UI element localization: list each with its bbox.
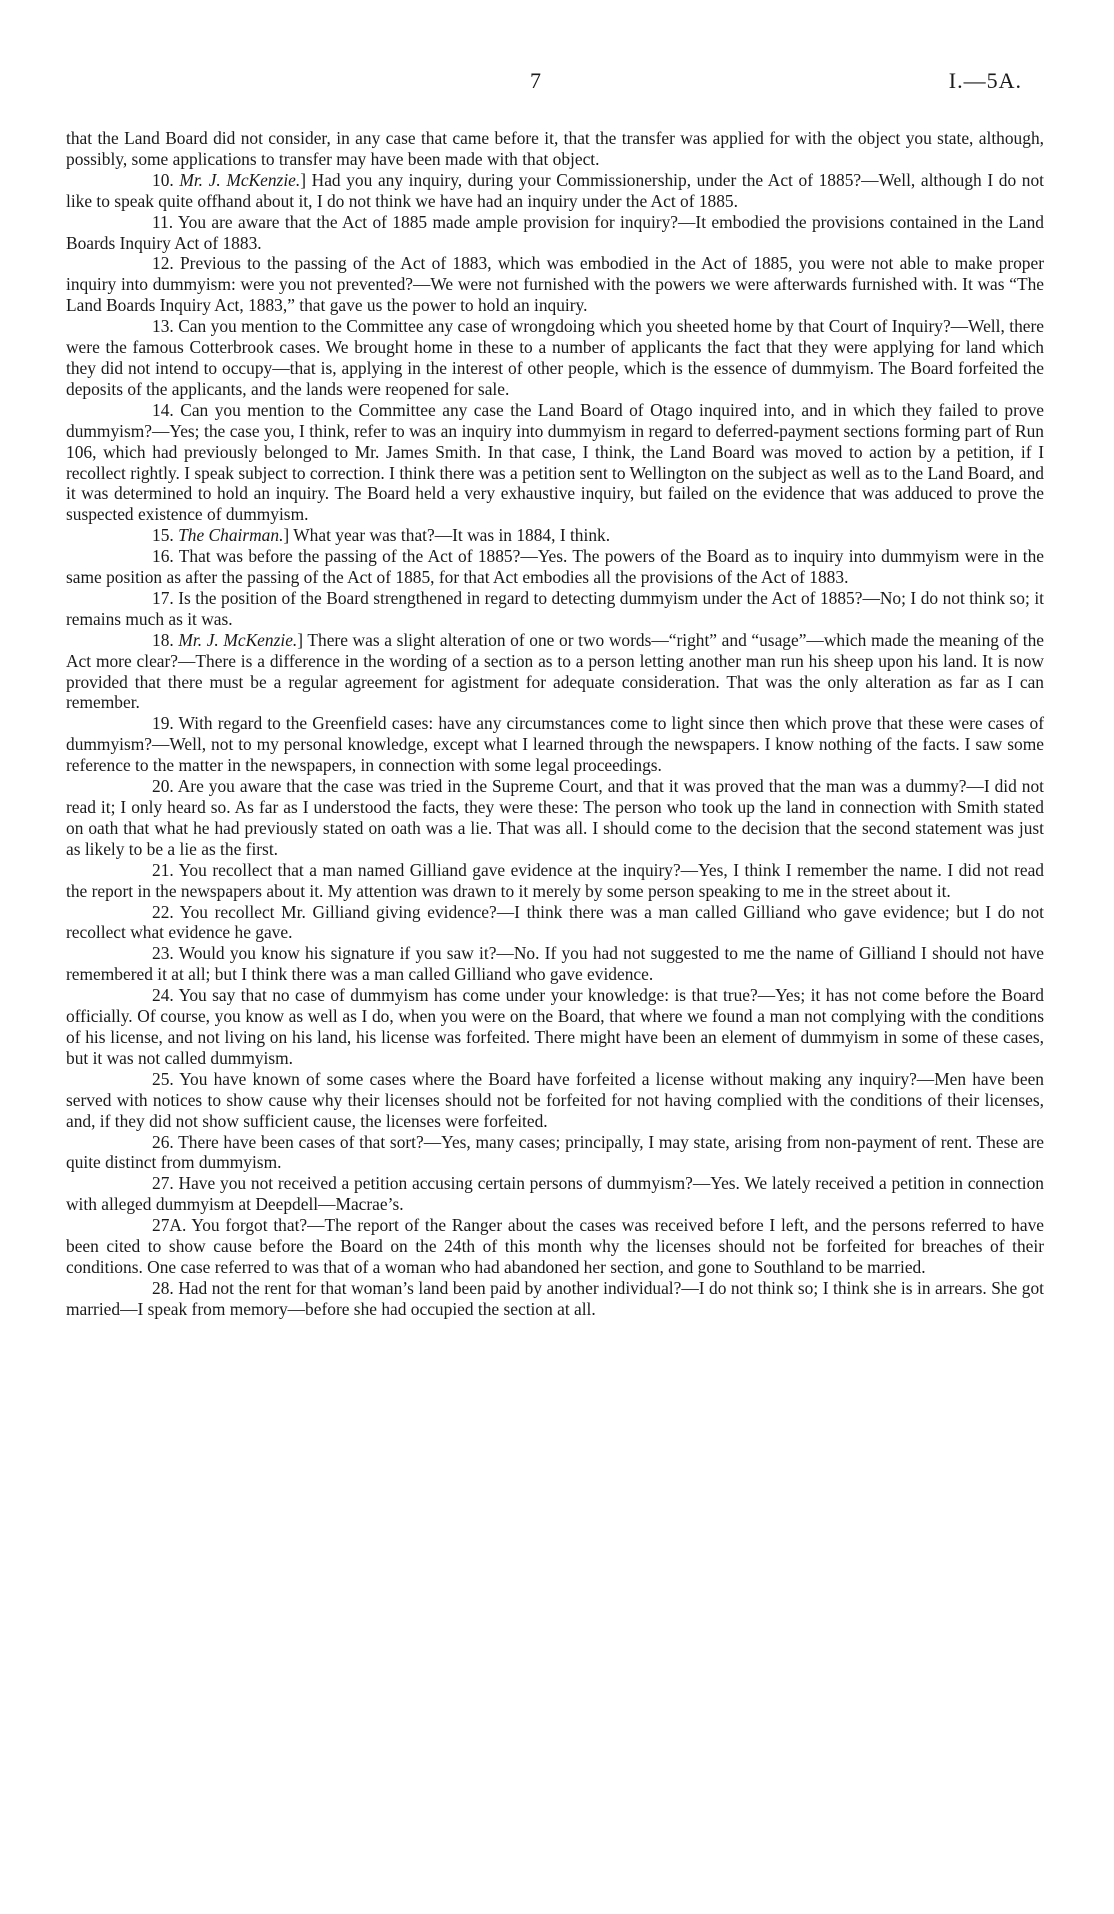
question-number: 14.: [152, 399, 181, 420]
paragraph-text: Previous to the passing of the Act of 1883, which was embodied in the Act of 1885, you were not able to make proper inquiry into dummyism: were you not prevented?—We were not furnished with the powers we were afterwards furnished with. It was “The Land Boards Inquiry Act, 1883,” that gave us the power to hold an inquiry.: [66, 253, 1044, 316]
question-number: 19.: [152, 713, 179, 734]
question-paragraph: [66, 1069, 1044, 1132]
question-paragraph: [66, 1132, 1044, 1174]
paragraph-text: ] Had you any inquiry, during your Commissionership, under the Act of 1885?—Well, although I do not like to speak quite offhand about it, I do not think we have had an inquiry under the Act of 1885.: [66, 169, 1044, 211]
question-paragraph: [66, 1173, 1044, 1215]
paragraph-text: You recollect Mr. Gilliand giving evidence?—I think there was a man called Gilliand who gave evidence; but I do not recollect what evidence he gave.: [66, 901, 1044, 943]
paragraph-text: ] There was a slight alteration of one or two words—“right” and “usage”—which made the meaning of the Act more clear?—There is a difference in the wording of a section as to a person letting another man run his sheep upon his land. It is now provided that there must be a regular agreement for agistment for adequate consideration. That was the only alteration as far as I can remember.: [66, 629, 1044, 713]
paragraph-text: Have you not received a petition accusing certain persons of dummyism?—Yes. We lately received a petition in connection with alleged dummyism at Deepdell—Macrae’s.: [66, 1173, 1044, 1215]
question-number: 22.: [152, 901, 180, 922]
paragraph-text: There have been cases of that sort?—Yes, many cases; principally, I may state, arising from non-payment of rent. These are quite distinct from dummyism.: [66, 1131, 1045, 1173]
question-paragraph: [66, 212, 1044, 254]
paragraph-text: Had not the rent for that woman’s land been paid by another individual?—I do not think so; I think she is in arrears. She got married—I speak from memory—before she had occupied the section at all.: [66, 1277, 1044, 1319]
question-number: 12.: [152, 253, 181, 274]
question-paragraph: [66, 525, 1044, 546]
question-number: 25.: [152, 1068, 180, 1089]
transcript-body: [66, 128, 1044, 1320]
paragraph-text: Is the position of the Board strengthened in regard to detecting dummyism under the Act of 1885?—No; I do not think so; it remains much as it was.: [66, 587, 1044, 629]
paragraph-text: ] What year was that?—It was in 1884, I think.: [283, 525, 611, 546]
question-number: 27A.: [152, 1215, 192, 1236]
paragraph-text: Can you mention to the Committee any case the Land Board of Otago inquired into, and in which they failed to prove dummyism?—Yes; the case you, I think, refer to was an inquiry into dummyism in regard to deferred-payment sections forming part of Run 106, which had previously belonged to Mr. James Smith. In that case, I think, the Land Board was moved to action by a petition, if I recollect rightly. I speak subject to correction. I think there was a petition sent to Wellington on the subject as well as to the Land Board, and it was determined to hold an inquiry. The Board held a very exhaustive inquiry, but failed on the evidence that was adduced to prove the suspected existence of dummyism.: [66, 399, 1044, 525]
question-paragraph: [66, 253, 1044, 316]
speaker-name: The Chairman.: [178, 525, 284, 546]
question-paragraph: [66, 713, 1044, 776]
question-number: 10.: [152, 169, 180, 190]
page-number: 7: [530, 68, 541, 93]
speaker-name: Mr. J. McKenzie.: [179, 169, 301, 190]
question-paragraph: [66, 400, 1044, 525]
paragraph-text: Can you mention to the Committee any case of wrongdoing which you sheeted home by that Court of Inquiry?—Well, there were the famous Cotterbrook cases. We brought home in these to a number of applicants the fact that they were applying for land which they did not intend to occupy—that is, applying in the interest of other people, which is the essence of dummyism. The Board forfeited the deposits of the applicants, and the lands were reopened for sale.: [66, 316, 1044, 399]
question-paragraph: [66, 546, 1044, 588]
paragraph-text: that the Land Board did not consider, in any case that came before it, that the transfer was applied for with the object you state, although, possibly, some applications to transfer may have been made with that object.: [66, 128, 1044, 169]
document-reference: I.—5A.: [948, 68, 1022, 93]
paragraph-text: That was before the passing of the Act of 1885?—Yes. The powers of the Board as to inquiry into dummyism were in the same position as after the passing of the Act of 1885, for that Act embodies all the provisions of the Act of 1883.: [66, 546, 1044, 588]
question-number: 27.: [152, 1173, 179, 1194]
paragraph-text: With regard to the Greenfield cases: have any circumstances come to light since then which prove that these were cases of dummyism?—Well, not to my personal knowledge, except what I learned through the newspapers. I know nothing of the facts. I saw some reference to the matter in the newspapers, in connection with some legal proceedings.: [66, 713, 1044, 776]
question-paragraph: [66, 630, 1044, 714]
question-paragraph: [66, 170, 1044, 212]
question-paragraph: [66, 943, 1044, 985]
speaker-name: Mr. J. McKenzie.: [178, 629, 298, 650]
question-paragraph: [66, 588, 1044, 630]
question-number: 17.: [152, 587, 179, 608]
question-paragraph: [66, 776, 1044, 860]
question-number: 26.: [152, 1131, 179, 1152]
question-number: 13.: [152, 316, 179, 337]
question-paragraph: [66, 985, 1044, 1069]
question-paragraph: [66, 902, 1044, 944]
question-paragraph: [66, 1215, 1044, 1278]
question-number: 21.: [152, 859, 179, 880]
question-paragraph: [66, 1278, 1044, 1320]
question-number: 15.: [152, 525, 179, 546]
question-number: 23.: [152, 943, 179, 964]
paragraph-text: You have known of some cases where the Board have forfeited a license without making any inquiry?—Men have been served with notices to show cause why their licenses should not be forfeited for not having complied with the conditions of their licenses, and, if they did not show sufficient cause, the licenses were forfeited.: [66, 1068, 1044, 1131]
question-number: 11.: [152, 211, 178, 232]
question-number: 28.: [152, 1277, 179, 1298]
question-number: 24.: [152, 985, 179, 1006]
question-number: 16.: [152, 546, 179, 567]
paragraph-text: You forgot that?—The report of the Ranger about the cases was received before I left, and the persons referred to have been cited to show cause before the Board on the 24th of this month why the licenses should not be forfeited for breaches of their conditions. One case referred to was that of a woman who had abandoned her section, and gone to Southland to be married.: [66, 1215, 1044, 1277]
question-paragraph: [66, 316, 1044, 400]
continued-paragraph: [66, 128, 1044, 170]
paragraph-text: You say that no case of dummyism has come under your knowledge: is that true?—Yes; it has not come before the Board officially. Of course, you know as well as I do, when you were on the Board, that where we found a man not complying with the conditions of his license, and not living on his land, his license was forfeited. There might have been an element of dummyism in some of these cases, but it was not called dummyism.: [66, 985, 1044, 1068]
page-header: [0, 68, 1114, 96]
paragraph-text: You recollect that a man named Gilliand gave evidence at the inquiry?—Yes, I think I remember the name. I did not read the report in the newspapers about it. My attention was drawn to it merely by some person speaking to me in the street about it.: [66, 859, 1044, 901]
paragraph-text: Are you aware that the case was tried in the Supreme Court, and that it was proved that the man was a dummy?—I did not read it; I only heard so. As far as I understood the facts, they were these: The person who took up the land in connection with Smith stated on oath that what he had previously stated on oath was a lie. That was all. I should come to the decision that the second statement was just as likely to be a lie as the first.: [66, 776, 1044, 859]
paragraph-text: You are aware that the Act of 1885 made ample provision for inquiry?—It embodied the provisions contained in the Land Boards Inquiry Act of 1883.: [66, 211, 1044, 253]
paragraph-text: Would you know his signature if you saw it?—No. If you had not suggested to me the name of Gilliand I should not have remembered it at all; but I think there was a man called Gilliand who gave evidence.: [66, 943, 1044, 985]
question-number: 20.: [152, 776, 178, 797]
question-number: 18.: [152, 629, 179, 650]
question-paragraph: [66, 860, 1044, 902]
